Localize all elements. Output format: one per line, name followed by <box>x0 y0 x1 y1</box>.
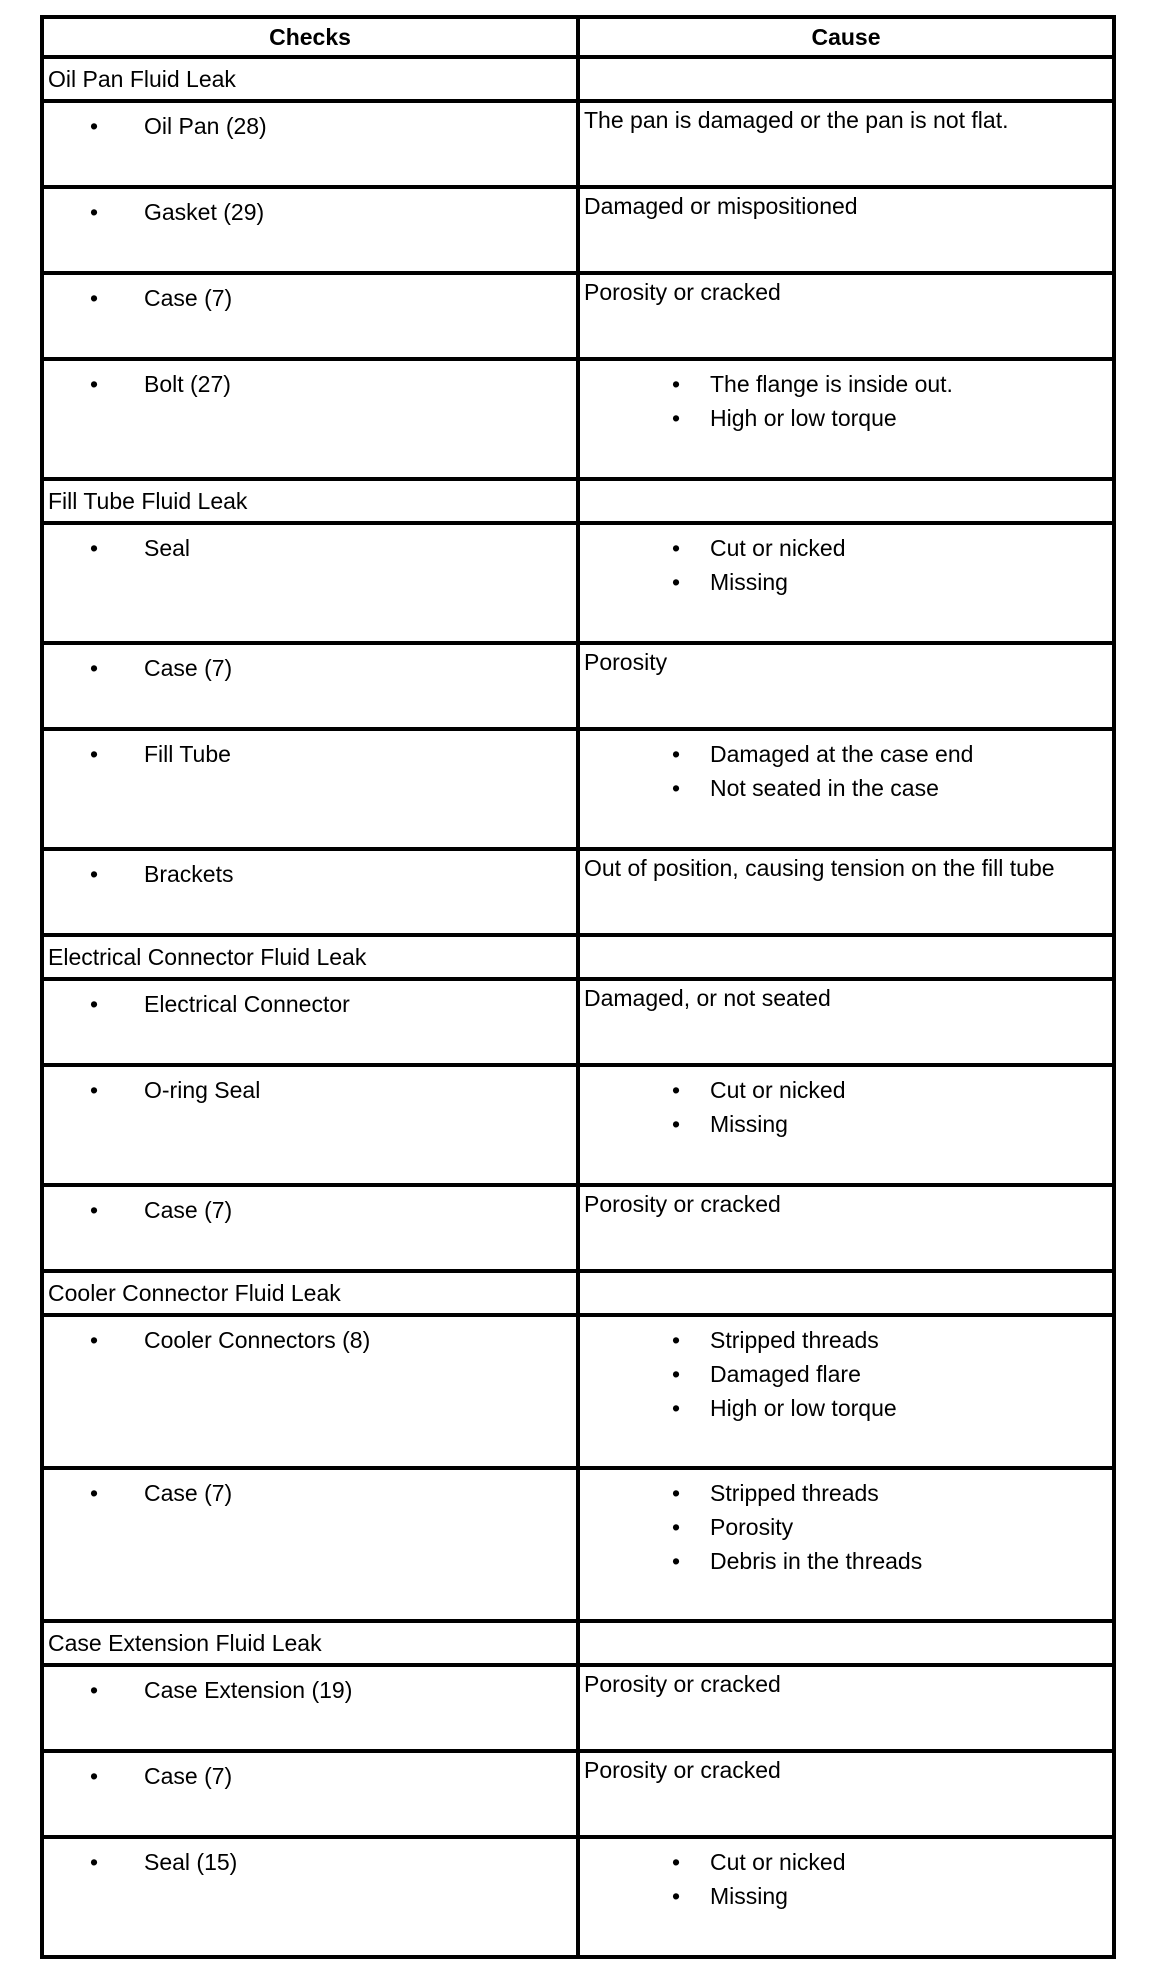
section-row <box>42 1621 1114 1665</box>
bullet-icon: • <box>671 1883 680 1909</box>
bullet-text: Electrical Connector <box>144 991 350 1017</box>
cause-cell <box>578 1751 1114 1837</box>
bullet-item <box>580 771 1112 805</box>
bullet-icon: • <box>89 741 99 767</box>
cause-cell <box>578 1065 1114 1185</box>
bullet-icon: • <box>671 1077 680 1103</box>
cause-text: Porosity or cracked <box>584 279 781 305</box>
bullet-item <box>580 1544 1112 1578</box>
bullet-item <box>44 109 576 143</box>
check-cell <box>42 1665 578 1751</box>
cause-cell <box>578 643 1114 729</box>
bullet-icon: • <box>671 535 680 561</box>
bullet-text: Damaged at the case end <box>710 741 974 767</box>
section-row <box>42 479 1114 523</box>
cause-text: Porosity or cracked <box>584 1191 781 1217</box>
bullet-text: Case (7) <box>144 1480 233 1506</box>
section-title: Fill Tube Fluid Leak <box>42 479 578 523</box>
bullet-item <box>580 1476 1112 1510</box>
table-row <box>42 273 1114 359</box>
check-cell <box>42 1185 578 1271</box>
table-row <box>42 359 1114 479</box>
bullet-item <box>580 401 1112 435</box>
header-cause: Cause <box>578 17 1114 57</box>
check-cell <box>42 1315 578 1468</box>
check-cell <box>42 273 578 359</box>
bullet-item <box>580 367 1112 401</box>
cause-cell <box>578 849 1114 935</box>
bullet-item <box>580 565 1112 599</box>
bullet-icon: • <box>671 1395 680 1421</box>
bullet-text: Gasket (29) <box>144 199 265 225</box>
bullet-item <box>44 1193 576 1227</box>
section-empty-cell <box>578 1271 1114 1315</box>
check-cell <box>42 643 578 729</box>
check-cell <box>42 979 578 1065</box>
table-row <box>42 523 1114 643</box>
bullet-text: Seal <box>144 535 191 561</box>
bullet-text: Missing <box>710 1111 788 1137</box>
bullet-text: Cut or nicked <box>710 1849 846 1875</box>
cause-cell <box>578 1665 1114 1751</box>
cause-cell <box>578 187 1114 273</box>
bullet-icon: • <box>89 1763 99 1789</box>
bullet-item <box>580 1845 1112 1879</box>
cause-cell <box>578 359 1114 479</box>
check-cell <box>42 849 578 935</box>
section-empty-cell <box>578 57 1114 101</box>
section-row <box>42 1271 1114 1315</box>
section-row <box>42 935 1114 979</box>
table-row <box>42 1665 1114 1751</box>
bullet-item <box>44 857 576 891</box>
bullet-text: Missing <box>710 569 788 595</box>
check-cell <box>42 101 578 187</box>
bullet-icon: • <box>671 569 680 595</box>
table-row <box>42 729 1114 849</box>
bullet-item <box>580 1323 1112 1357</box>
bullet-text: Not seated in the case <box>710 775 939 801</box>
bullet-icon: • <box>671 1514 680 1540</box>
cause-cell <box>578 1468 1114 1621</box>
cause-text: Out of position, causing tension on the fill tube <box>584 855 1055 881</box>
bullet-item <box>580 1879 1112 1913</box>
check-cell <box>42 359 578 479</box>
bullet-icon: • <box>89 1849 99 1875</box>
table-row <box>42 1837 1114 1957</box>
cause-text: Damaged or mispositioned <box>584 193 858 219</box>
section-title: Cooler Connector Fluid Leak <box>42 1271 578 1315</box>
bullet-icon: • <box>89 1077 99 1103</box>
bullet-text: Brackets <box>144 861 234 887</box>
check-cell <box>42 187 578 273</box>
diagnostic-table <box>40 15 1116 1959</box>
check-cell <box>42 1065 578 1185</box>
bullet-text: Damaged flare <box>710 1361 861 1387</box>
bullet-text: O-ring Seal <box>144 1077 261 1103</box>
check-cell <box>42 729 578 849</box>
bullet-item <box>580 1391 1112 1425</box>
bullet-icon: • <box>671 1361 680 1387</box>
bullet-icon: • <box>671 1327 680 1353</box>
bullet-icon: • <box>89 1327 99 1353</box>
bullet-item <box>44 651 576 685</box>
bullet-text: Stripped threads <box>710 1480 879 1506</box>
bullet-item <box>44 737 576 771</box>
cause-cell <box>578 273 1114 359</box>
bullet-text: Case (7) <box>144 1197 233 1223</box>
cause-text: Porosity or cracked <box>584 1757 781 1783</box>
section-row <box>42 57 1114 101</box>
bullet-icon: • <box>89 1197 99 1223</box>
bullet-item <box>44 281 576 315</box>
section-empty-cell <box>578 479 1114 523</box>
bullet-text: Fill Tube <box>144 741 231 767</box>
bullet-icon: • <box>89 655 99 681</box>
bullet-item <box>44 367 576 401</box>
bullet-icon: • <box>671 371 680 397</box>
bullet-icon: • <box>671 1480 680 1506</box>
section-title: Electrical Connector Fluid Leak <box>42 935 578 979</box>
cause-text: Porosity <box>584 649 668 675</box>
table-body <box>42 57 1114 1957</box>
table-row <box>42 101 1114 187</box>
bullet-text: Stripped threads <box>710 1327 879 1353</box>
cause-text: Damaged, or not seated <box>584 985 831 1011</box>
cause-cell <box>578 1185 1114 1271</box>
bullet-text: Seal (15) <box>144 1849 238 1875</box>
bullet-icon: • <box>89 113 99 139</box>
bullet-item <box>580 737 1112 771</box>
table-row <box>42 187 1114 273</box>
bullet-text: High or low torque <box>710 1395 897 1421</box>
check-cell <box>42 1837 578 1957</box>
table-row <box>42 979 1114 1065</box>
table-row <box>42 1185 1114 1271</box>
bullet-text: Missing <box>710 1883 788 1909</box>
table-row <box>42 1315 1114 1468</box>
bullet-item <box>44 1476 576 1510</box>
bullet-text: The flange is inside out. <box>710 371 953 397</box>
header-row <box>42 17 1114 57</box>
bullet-text: High or low torque <box>710 405 897 431</box>
section-empty-cell <box>578 935 1114 979</box>
bullet-item <box>580 1357 1112 1391</box>
cause-cell <box>578 729 1114 849</box>
bullet-item <box>580 1510 1112 1544</box>
bullet-item <box>44 531 576 565</box>
bullet-icon: • <box>89 285 99 311</box>
header-checks: Checks <box>42 17 578 57</box>
bullet-text: Cut or nicked <box>710 1077 846 1103</box>
bullet-text: Cut or nicked <box>710 535 846 561</box>
bullet-text: Case Extension (19) <box>144 1677 353 1703</box>
bullet-item <box>44 1073 576 1107</box>
bullet-text: Case (7) <box>144 655 233 681</box>
bullet-item <box>580 531 1112 565</box>
bullet-item <box>44 1759 576 1793</box>
bullet-icon: • <box>89 861 99 887</box>
bullet-item <box>44 195 576 229</box>
bullet-icon: • <box>89 199 99 225</box>
cause-cell <box>578 523 1114 643</box>
bullet-item <box>44 1323 576 1357</box>
bullet-icon: • <box>89 1677 99 1703</box>
bullet-text: Porosity <box>710 1514 794 1540</box>
table-row <box>42 1751 1114 1837</box>
cause-cell <box>578 101 1114 187</box>
cause-text: The pan is damaged or the pan is not flat. <box>584 107 1009 133</box>
bullet-text: Case (7) <box>144 1763 233 1789</box>
bullet-icon: • <box>89 371 99 397</box>
bullet-icon: • <box>671 1849 680 1875</box>
check-cell <box>42 1751 578 1837</box>
cause-cell <box>578 979 1114 1065</box>
table-row <box>42 1468 1114 1621</box>
bullet-text: Debris in the threads <box>710 1548 923 1574</box>
bullet-icon: • <box>671 1111 680 1137</box>
bullet-icon: • <box>671 775 680 801</box>
section-empty-cell <box>578 1621 1114 1665</box>
cause-text: Porosity or cracked <box>584 1671 781 1697</box>
bullet-item <box>580 1073 1112 1107</box>
table-row <box>42 1065 1114 1185</box>
section-title: Oil Pan Fluid Leak <box>42 57 578 101</box>
bullet-text: Bolt (27) <box>144 371 231 397</box>
section-title: Case Extension Fluid Leak <box>42 1621 578 1665</box>
bullet-text: Cooler Connectors (8) <box>144 1327 371 1353</box>
bullet-item <box>44 987 576 1021</box>
bullet-icon: • <box>671 741 680 767</box>
bullet-text: Oil Pan (28) <box>144 113 267 139</box>
cause-cell <box>578 1315 1114 1468</box>
table-row <box>42 643 1114 729</box>
table-row <box>42 849 1114 935</box>
bullet-item <box>44 1845 576 1879</box>
check-cell <box>42 523 578 643</box>
bullet-item <box>44 1673 576 1707</box>
bullet-icon: • <box>89 991 99 1017</box>
bullet-icon: • <box>671 405 680 431</box>
bullet-text: Case (7) <box>144 285 233 311</box>
bullet-icon: • <box>89 535 99 561</box>
check-cell <box>42 1468 578 1621</box>
cause-cell <box>578 1837 1114 1957</box>
bullet-icon: • <box>89 1480 99 1506</box>
bullet-icon: • <box>671 1548 680 1574</box>
bullet-item <box>580 1107 1112 1141</box>
